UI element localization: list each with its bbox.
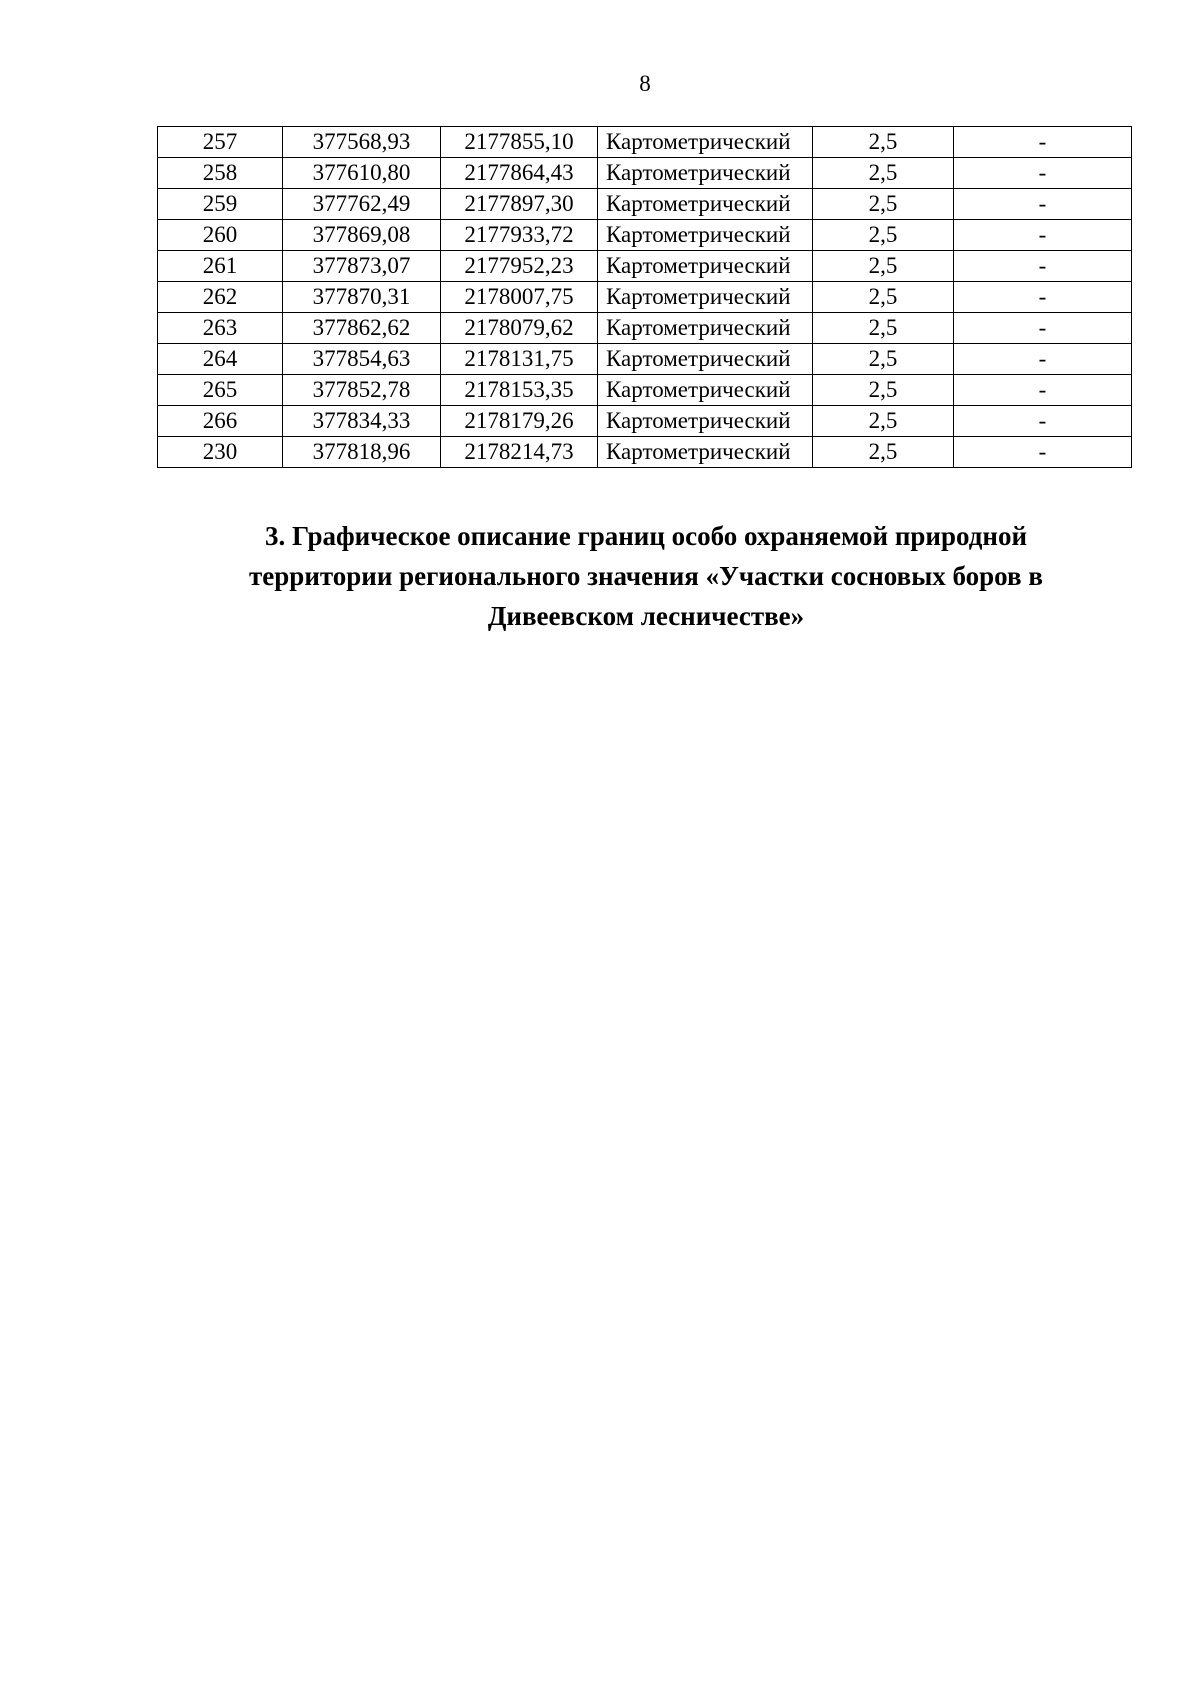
section-heading-line-2: территории регионального значения «Участки сосновых боров в	[249, 561, 1043, 591]
table-row	[158, 251, 1132, 282]
cell-x-coordinate: 377818,96	[283, 437, 441, 468]
cell-x-coordinate: 377870,31	[283, 282, 441, 313]
cell-point-number: 257	[158, 127, 283, 158]
cell-point-number: 265	[158, 375, 283, 406]
cell-method: Картометрический	[598, 282, 813, 313]
table-row	[158, 375, 1132, 406]
table-row	[158, 344, 1132, 375]
cell-accuracy: 2,5	[813, 344, 954, 375]
cell-x-coordinate: 377568,93	[283, 127, 441, 158]
cell-y-coordinate: 2178007,75	[441, 282, 598, 313]
cell-x-coordinate: 377834,33	[283, 406, 441, 437]
cell-x-coordinate: 377869,08	[283, 220, 441, 251]
cell-y-coordinate: 2178079,62	[441, 313, 598, 344]
cell-y-coordinate: 2178131,75	[441, 344, 598, 375]
cell-x-coordinate: 377610,80	[283, 158, 441, 189]
cell-accuracy: 2,5	[813, 406, 954, 437]
section-heading-line-3: Дивеевском лесничестве»	[487, 601, 805, 631]
cell-note: -	[954, 437, 1132, 468]
cell-point-number: 259	[158, 189, 283, 220]
cell-note: -	[954, 282, 1132, 313]
cell-accuracy: 2,5	[813, 437, 954, 468]
cell-accuracy: 2,5	[813, 189, 954, 220]
cell-note: -	[954, 251, 1132, 282]
cell-accuracy: 2,5	[813, 251, 954, 282]
coordinates-table	[157, 126, 1132, 468]
cell-note: -	[954, 406, 1132, 437]
cell-point-number: 261	[158, 251, 283, 282]
cell-accuracy: 2,5	[813, 127, 954, 158]
table-row	[158, 220, 1132, 251]
cell-x-coordinate: 377862,62	[283, 313, 441, 344]
cell-accuracy: 2,5	[813, 158, 954, 189]
cell-note: -	[954, 344, 1132, 375]
table-row	[158, 189, 1132, 220]
table-row	[158, 158, 1132, 189]
cell-accuracy: 2,5	[813, 313, 954, 344]
table-row	[158, 127, 1132, 158]
table-row	[158, 282, 1132, 313]
cell-point-number: 260	[158, 220, 283, 251]
cell-x-coordinate: 377762,49	[283, 189, 441, 220]
cell-method: Картометрический	[598, 313, 813, 344]
section-heading	[200, 516, 1092, 636]
cell-method: Картометрический	[598, 127, 813, 158]
cell-y-coordinate: 2178153,35	[441, 375, 598, 406]
cell-note: -	[954, 127, 1132, 158]
cell-y-coordinate: 2177933,72	[441, 220, 598, 251]
cell-point-number: 266	[158, 406, 283, 437]
cell-note: -	[954, 158, 1132, 189]
cell-accuracy: 2,5	[813, 282, 954, 313]
cell-point-number: 258	[158, 158, 283, 189]
cell-method: Картометрический	[598, 189, 813, 220]
cell-x-coordinate: 377854,63	[283, 344, 441, 375]
cell-method: Картометрический	[598, 437, 813, 468]
cell-point-number: 230	[158, 437, 283, 468]
table-row	[158, 406, 1132, 437]
page-number: 8	[639, 71, 651, 96]
cell-accuracy: 2,5	[813, 375, 954, 406]
cell-method: Картометрический	[598, 344, 813, 375]
cell-x-coordinate: 377852,78	[283, 375, 441, 406]
cell-note: -	[954, 189, 1132, 220]
table-row	[158, 437, 1132, 468]
cell-x-coordinate: 377873,07	[283, 251, 441, 282]
table-row	[158, 313, 1132, 344]
cell-method: Картометрический	[598, 375, 813, 406]
cell-y-coordinate: 2177864,43	[441, 158, 598, 189]
cell-y-coordinate: 2177952,23	[441, 251, 598, 282]
cell-accuracy: 2,5	[813, 220, 954, 251]
cell-method: Картометрический	[598, 158, 813, 189]
cell-y-coordinate: 2177897,30	[441, 189, 598, 220]
cell-method: Картометрический	[598, 406, 813, 437]
coordinates-table-body	[158, 127, 1132, 468]
cell-y-coordinate: 2177855,10	[441, 127, 598, 158]
cell-point-number: 264	[158, 344, 283, 375]
cell-y-coordinate: 2178214,73	[441, 437, 598, 468]
cell-note: -	[954, 375, 1132, 406]
cell-note: -	[954, 313, 1132, 344]
cell-note: -	[954, 220, 1132, 251]
cell-method: Картометрический	[598, 220, 813, 251]
cell-y-coordinate: 2178179,26	[441, 406, 598, 437]
cell-point-number: 263	[158, 313, 283, 344]
section-heading-line-1: 3. Графическое описание границ особо охраняемой природной	[264, 521, 1027, 551]
cell-method: Картометрический	[598, 251, 813, 282]
cell-point-number: 262	[158, 282, 283, 313]
